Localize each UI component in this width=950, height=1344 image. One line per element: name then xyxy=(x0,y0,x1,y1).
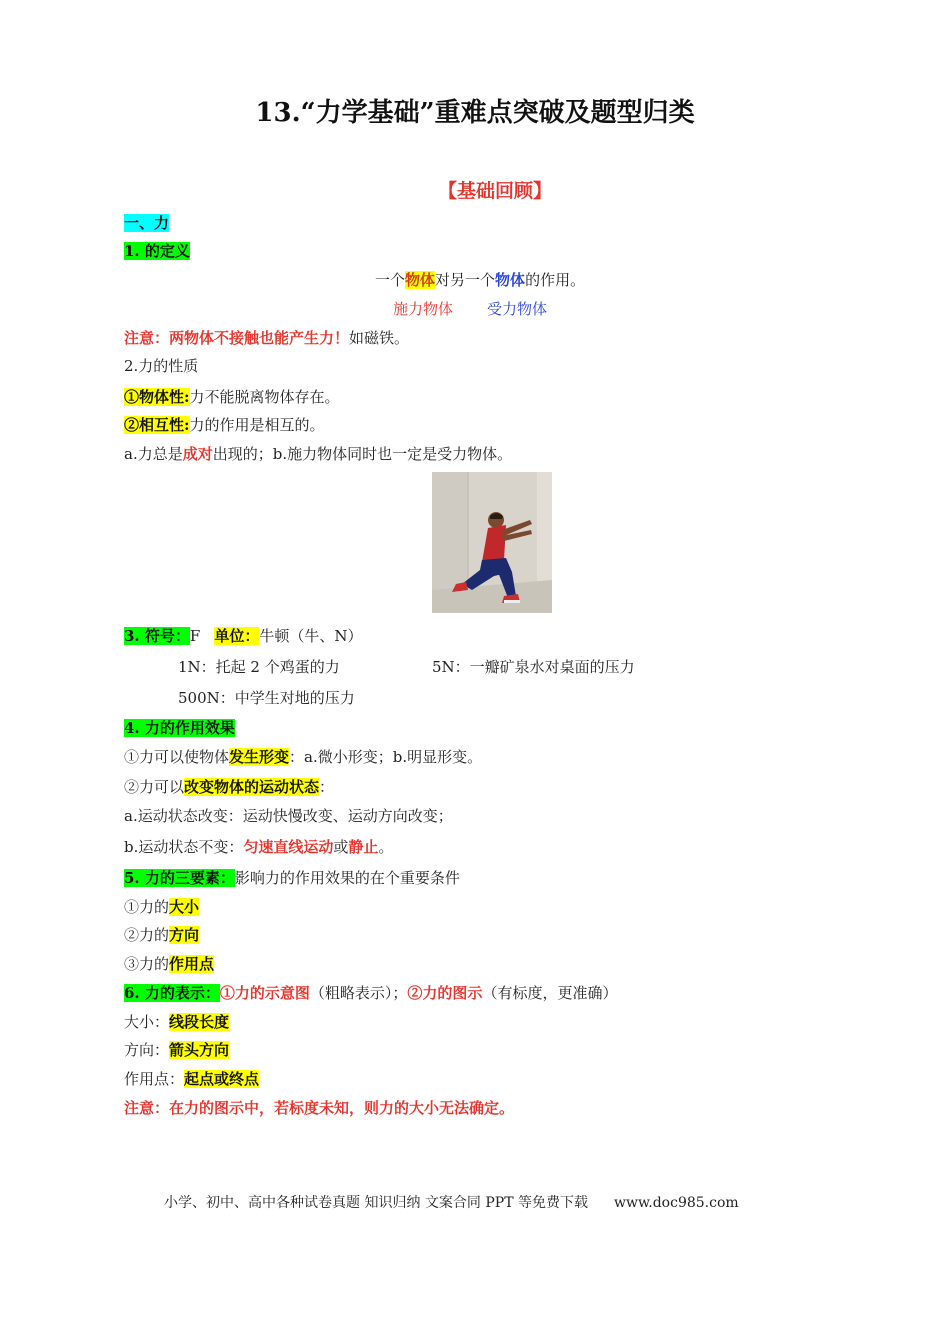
man-pushing-wall-photo xyxy=(432,472,552,613)
heading-effects: 4. 力的作用效果 xyxy=(124,719,235,737)
heading-definition: 1. 的定义 xyxy=(124,242,190,260)
heading-properties: 2.力的性质 xyxy=(124,357,199,375)
heading-representation: 6. 力的表示：①力的示意图（粗略表示）；②力的图示（有标度，更准确） xyxy=(124,984,618,1002)
heading-three-elements: 5. 力的三要素：影响力的作用效果的在个重要条件 xyxy=(124,869,460,887)
page-title: 13.“力学基础”重难点突破及题型归类 xyxy=(255,98,695,128)
effect-motion-change: a.运动状态改变：运动快慢改变、运动方向改变； xyxy=(124,807,453,825)
element-point: ③力的作用点 xyxy=(124,955,215,973)
repr-point: 作用点：起点或终点 xyxy=(124,1070,260,1088)
footer xyxy=(164,1192,739,1212)
note-scale: 注意：在力的图示中，若标度未知，则力的大小无法确定。 xyxy=(124,1099,515,1117)
element-magnitude: ①力的大小 xyxy=(124,898,200,916)
section-heading: 【基础回顾】 xyxy=(437,180,552,202)
example-500n: 500N：中学生对地的压力 xyxy=(178,689,355,707)
repr-direction: 方向：箭头方向 xyxy=(124,1041,230,1059)
element-direction: ②力的方向 xyxy=(124,926,200,944)
effect-motion: ②力可以改变物体的运动状态： xyxy=(124,778,335,796)
definition-sub: 施力物体 受力物体 xyxy=(393,300,548,318)
example-5n: 5N：一瓣矿泉水对桌面的压力 xyxy=(432,658,635,676)
symbol-unit-line: 3. 符号：F 单位：牛顿（牛、N） xyxy=(124,627,363,645)
definition-line: 一个物体对另一个物体的作用。 xyxy=(375,271,586,289)
effect-motion-unchanged: b.运动状态不变：匀速直线运动或静止。 xyxy=(124,838,394,856)
effect-deformation: ①力可以使物体发生形变：a.微小形变；b.明显形变。 xyxy=(124,748,483,766)
note-magnet: 注意：两物体不接触也能产生力！如磁铁。 xyxy=(124,329,410,347)
repr-size: 大小：线段长度 xyxy=(124,1013,230,1031)
footer-url[interactable]: www.doc985.com xyxy=(613,1195,739,1211)
property-material: ①物体性:力不能脱离物体存在。 xyxy=(124,388,340,406)
footer-text: 小学、初中、高中各种试卷真题 知识归纳 文案合同 PPT 等免费下载 xyxy=(164,1195,588,1211)
example-1n: 1N：托起 2 个鸡蛋的力 xyxy=(178,658,340,676)
property-pairs: a.力总是成对出现的；b.施力物体同时也一定是受力物体。 xyxy=(124,445,513,463)
property-mutual: ②相互性:力的作用是相互的。 xyxy=(124,416,325,434)
heading-force: 一、力 xyxy=(124,214,170,232)
